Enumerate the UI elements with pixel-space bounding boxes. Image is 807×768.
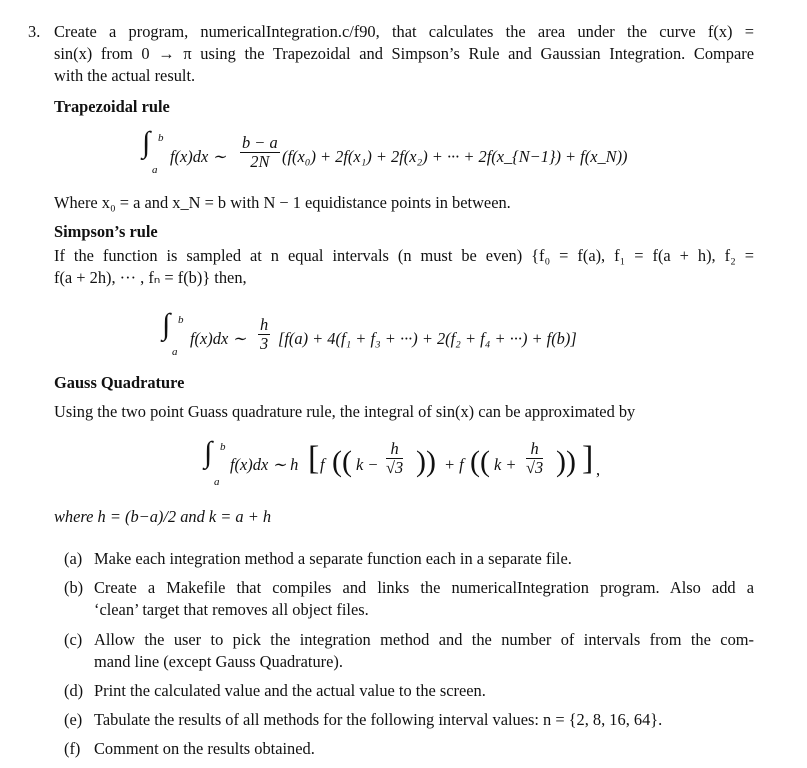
gauss-k-minus: k − [356, 455, 379, 474]
gauss-bracket-open: [ [308, 440, 320, 477]
gauss-intro: Using the two point Guass quadrature rule, the integral of sin(x) can be approximated by [54, 402, 636, 421]
gauss-paren-close-1: )) [416, 445, 436, 478]
simpson-fraction: $\frac{h}{3}$ [260, 315, 269, 353]
gauss-plus-f: + f [444, 455, 464, 474]
trapezoidal-rhs: (f(x₀) + 2f(x₁) + 2f(x₂) + ··· + 2f(x_{N−1}) + f(x_N)) [282, 147, 628, 166]
problem-line-2: sin(x) from 0 → π using the Trapezoidal and Simpson’s Rule and Gaussian Integration. Compare [54, 44, 754, 63]
gauss-bracket-close: ] [582, 440, 594, 477]
trapezoidal-heading: Trapezoidal rule [54, 97, 170, 116]
integral-upper-limit: b [220, 441, 226, 453]
trapezoidal-lhs: f(x)dx ∼ [170, 147, 227, 166]
gauss-term-f1: f [320, 455, 325, 474]
task-label: (b) [64, 578, 84, 597]
task-label: (d) [64, 681, 84, 700]
integral-upper-limit: b [178, 314, 184, 326]
task-label: (e) [64, 710, 83, 729]
integral-sign: ∫ [162, 308, 171, 341]
simpson-formula [162, 308, 662, 362]
simpson-lhs: f(x)dx ∼ [190, 329, 247, 348]
integral-sign: ∫ [204, 436, 213, 469]
task-label: (f) [64, 739, 81, 758]
problem-line-3: with the actual result. [54, 66, 196, 85]
task-text-line-1: Allow the user to pick the integration method and the number of intervals from the com- [94, 630, 754, 649]
problem-line-1: Create a program, numericalIntegration.c/f90, that calculates the area under the curve f(x) = [54, 22, 754, 41]
task-text: Print the calculated value and the actual value to the screen. [94, 681, 486, 700]
gauss-fraction-2: $\frac{h}{√3}$ [526, 439, 544, 477]
task-text-line-1: Create a Makefile that compiles and links the numericalIntegration program. Also add a [94, 578, 754, 597]
gauss-formula [204, 438, 614, 494]
integral-lower-limit: a [214, 476, 220, 488]
simpson-line-2: f(a + 2h), ··· , fₙ = f(b)} then, [54, 268, 247, 287]
task-text-line-2: ‘clean’ target that removes all object files. [94, 600, 369, 619]
integral-sign: ∫ [142, 126, 151, 159]
simpson-line-1: If the function is sampled at n equal intervals (n must be even) {f₀ = f(a), f₁ = f(a + h), f₂ = [54, 246, 754, 265]
task-text-line-2: mand line (except Gauss Quadrature). [94, 652, 343, 671]
integral-lower-limit: a [152, 164, 158, 176]
integral-upper-limit: b [158, 132, 164, 144]
gauss-paren-open-1: (( [332, 445, 352, 478]
gauss-k-plus: k + [494, 455, 517, 474]
task-label: (c) [64, 630, 83, 649]
gauss-paren-close-2: )) [556, 445, 576, 478]
integral-lower-limit: a [172, 346, 178, 358]
simpson-heading: Simpson’s rule [54, 222, 158, 241]
gauss-fraction-1: $\frac{h}{√3}$ [386, 439, 404, 477]
gauss-where: where h = (b−a)/2 and k = a + h [54, 507, 272, 526]
task-text: Comment on the results obtained. [94, 739, 315, 758]
task-text: Make each integration method a separate function each in a separate file. [94, 549, 572, 568]
problem-number: 3. [28, 22, 41, 41]
trapezoidal-formula [142, 126, 682, 180]
task-text: Tabulate the results of all methods for the following interval values: n = {2, 8, 16, 64}. [94, 710, 663, 729]
gauss-lhs: f(x)dx ∼ h [230, 455, 299, 474]
gauss-paren-open-2: (( [470, 445, 490, 478]
gauss-heading: Gauss Quadrature [54, 373, 185, 392]
gauss-comma: , [596, 460, 601, 479]
simpson-rhs: [f(a) + 4(f₁ + f₃ + ···) + 2(f₂ + f₄ + ···) + f(b)] [278, 329, 577, 348]
trapezoidal-where: Where x₀ = a and x_N = b with N − 1 equidistance points in between. [54, 193, 511, 212]
trapezoidal-fraction: $\frac{b - a}{2N}$ [242, 133, 278, 171]
task-label: (a) [64, 549, 83, 568]
